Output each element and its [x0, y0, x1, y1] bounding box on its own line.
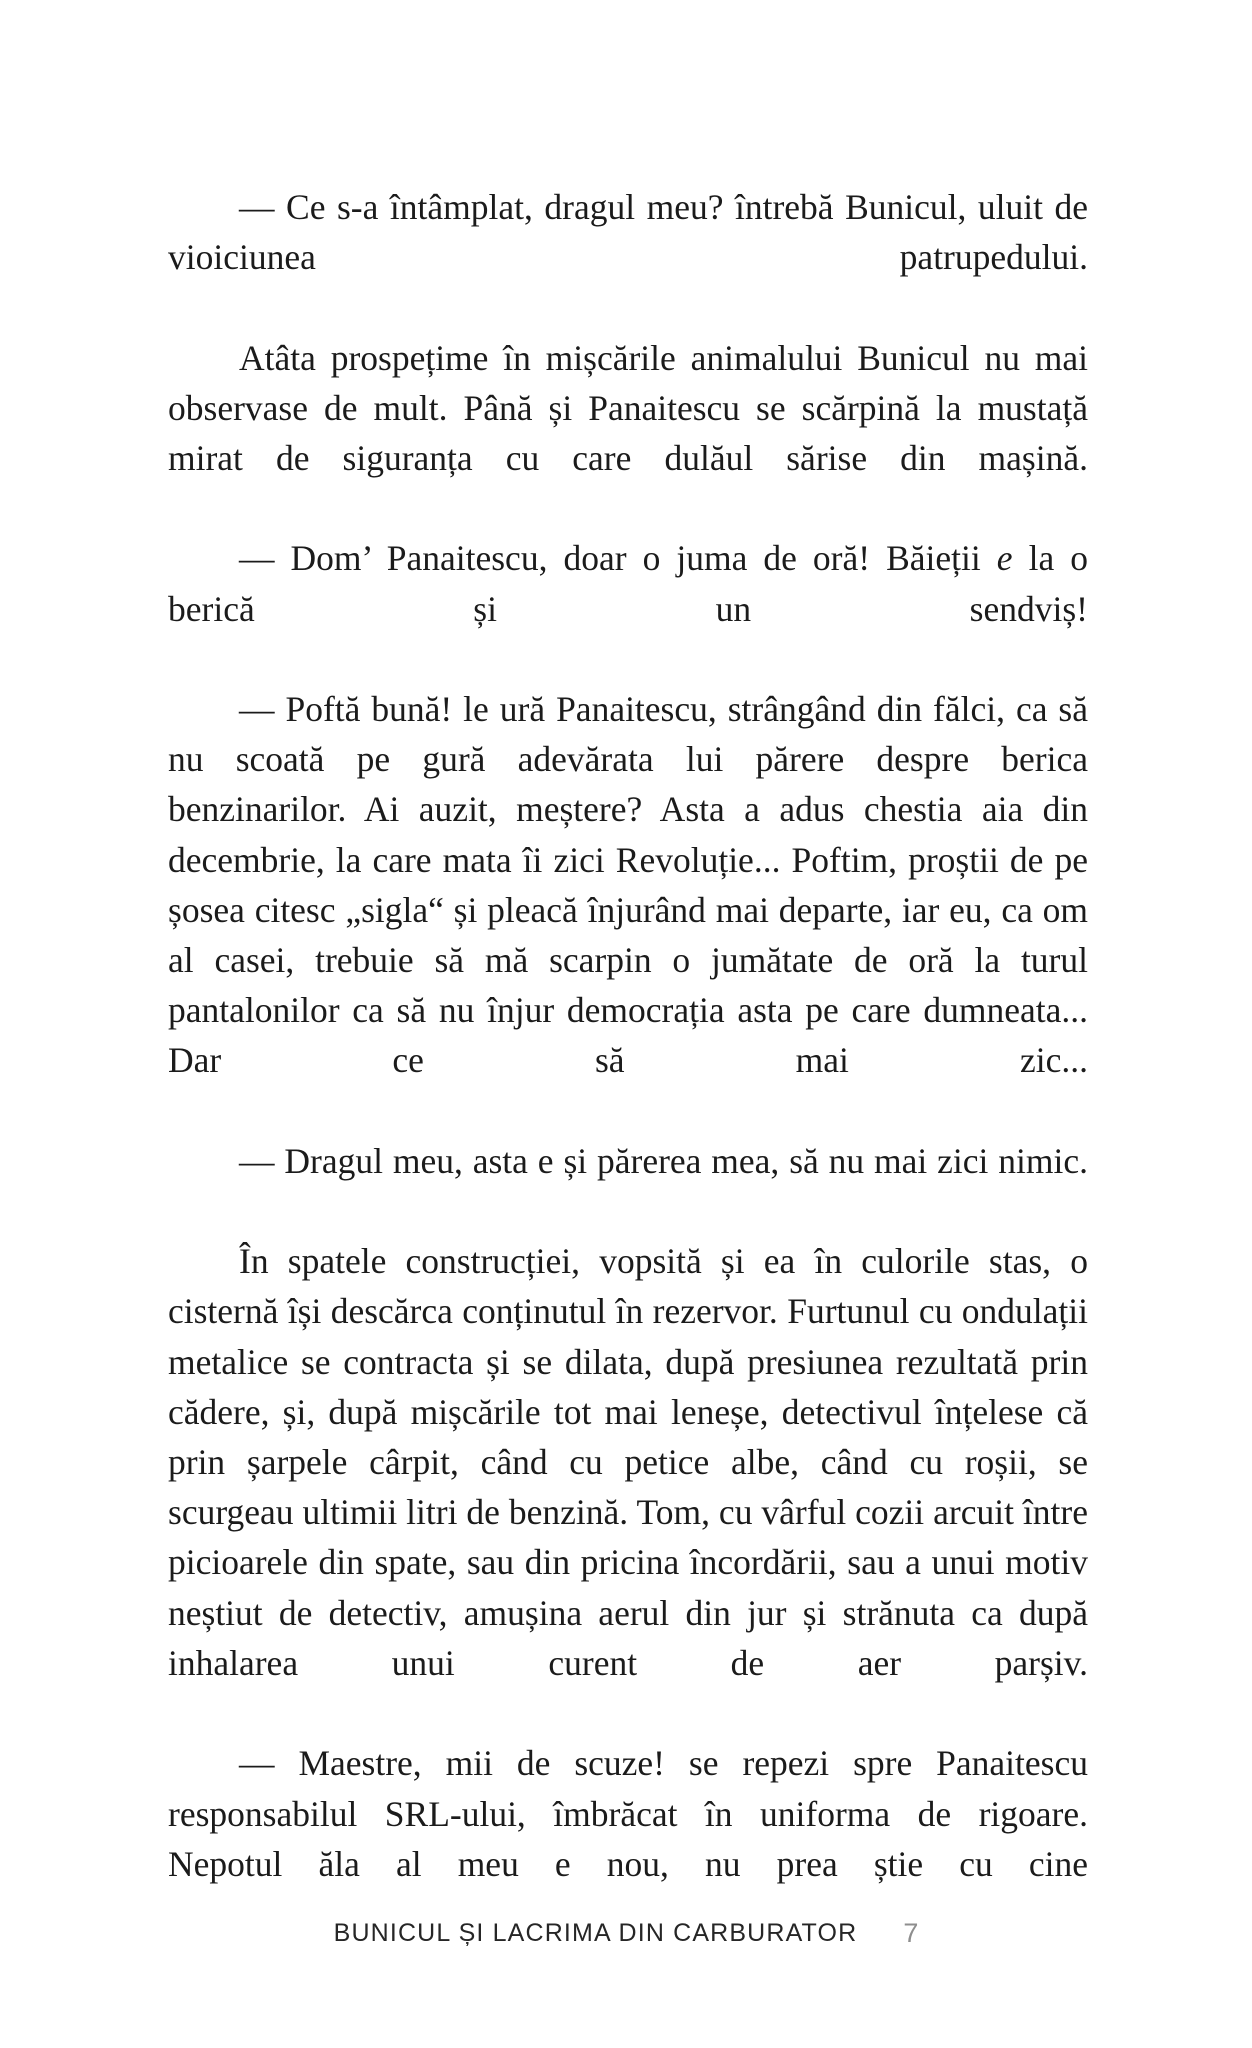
page-footer — [0, 1908, 1252, 1958]
paragraph-4: — Poftă bună! le ură Panaitescu, strângând din fălci, ca să nu scoată pe gură adevărata lui părere despre berica benzinarilor. Ai auzit, meștere? Asta a adus chestia aia din decembrie, la care mata îi zici Revoluție... Poftim, proștii de pe șosea citesc „sigla“ și pleacă înjurând mai departe, iar eu, ca om al casei, trebuie să mă scarpin o jumătate de oră la turul pantalonilor ca să nu înjur democrația asta pe care dumneata... Dar ce să mai zic... — [168, 689, 1088, 1081]
paragraph-7: — Maestre, mii de scuze! se repezi spre Panaitescu responsabilul SRL-ului, îmbrăcat în uniforma de rigoare. Nepotul ăla al meu e nou, nu prea știe cu cine — [168, 1743, 1088, 1884]
paragraph-3-italic-word: e — [996, 538, 1013, 579]
paragraph-3-part-2: la o berică și un sendviș! — [168, 538, 1089, 629]
page-number: 7 — [903, 1917, 919, 1948]
running-head: BUNICUL ȘI LACRIMA DIN CARBURATOR — [333, 1918, 858, 1947]
paragraph-1: — Ce s-a întâmplat, dragul meu? întrebă Bunicul, uluit de vioiciunea patrupedului. — [168, 187, 1088, 278]
paragraph-2: Atâta prospețime în mișcările animalului Bunicul nu mai observase de mult. Până și Panaitescu se scărpină la mustață mirat de siguranța cu care dulăul sărise din mașină. — [168, 337, 1088, 479]
paragraph-3 — [168, 533, 1088, 684]
paragraph-6: În spatele construcției, vopsită și ea în culorile stas, o cisternă își descărca conținutul în rezervor. Furtunul cu ondulații metalice se contracta și se dilata, după presiunea rezultată prin cădere, și, după mișcările tot mai leneșe, detectivul înțelese că prin șarpele cârpit, când cu petice albe, când cu roșii, se scurgeau ultimii litri de benzină. Tom, cu vârful cozii arcuit între picioarele din spate, sau din pricina încordării, sau a unui motiv neștiut de detectiv, amușina aerul din jur și strănuta ca după inhalarea unui curent de aer parșiv. — [168, 1241, 1088, 1683]
paragraph-5: — Dragul meu, asta e și părerea mea, să nu mai zici nimic. — [239, 1140, 1088, 1181]
page-body-text — [168, 182, 1088, 1939]
paragraph-3-part-1: — Dom’ Panaitescu, doar o juma de oră! Băieții — [239, 538, 997, 579]
